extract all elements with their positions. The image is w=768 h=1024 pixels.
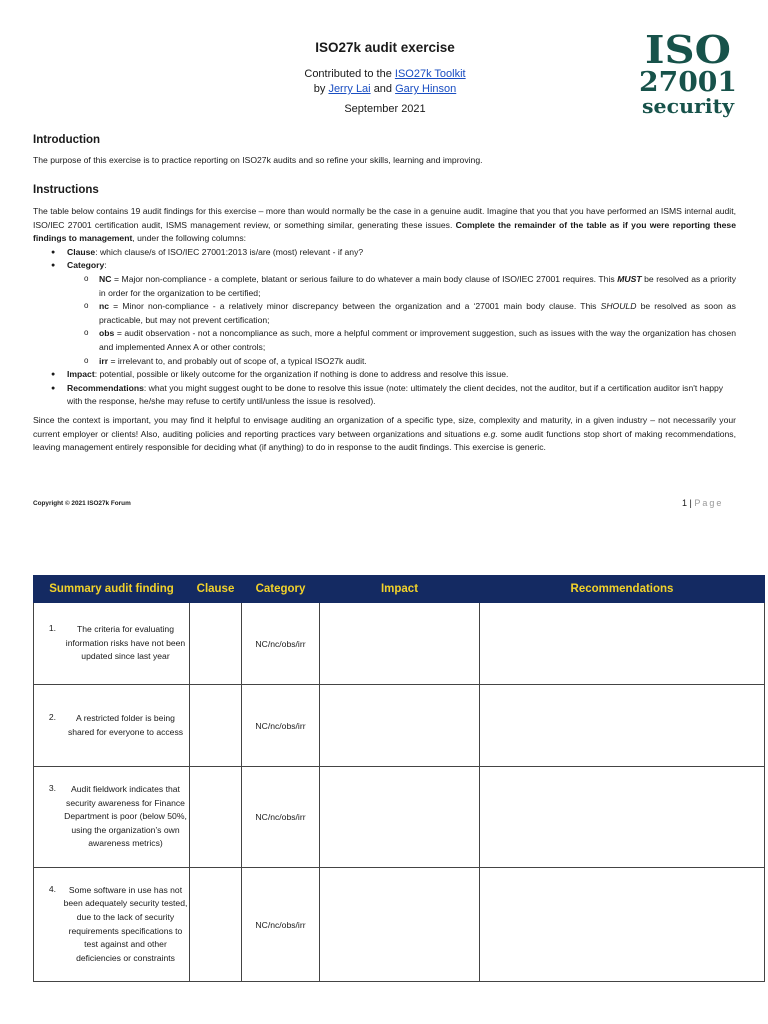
- category-cell[interactable]: NC/nc/obs/irr: [242, 868, 320, 982]
- context-paragraph: [33, 414, 736, 455]
- nc-must-word: MUST: [617, 273, 642, 284]
- audit-findings-table: [33, 575, 765, 982]
- context-eg: e.g.: [483, 428, 498, 439]
- page-2: [0, 574, 768, 1024]
- toolkit-link[interactable]: ISO27k Toolkit: [394, 68, 466, 80]
- finding-text: A restricted folder is being shared for everyone to access: [67, 712, 184, 737]
- authors-line: [200, 82, 570, 97]
- by-prefix: by: [313, 83, 326, 95]
- page-separator: |: [687, 498, 695, 508]
- instructions-body: [33, 205, 736, 455]
- page-gap: [0, 520, 768, 574]
- impact-label: Impact: [67, 369, 95, 380]
- nc-should-word: SHOULD: [600, 301, 637, 312]
- page-number: 1: [682, 498, 688, 508]
- context-text-a: Since the context is important, you may find it helpful to envisage auditing an organization of a specific type, size, complexity and maturity, in a given industry – not necessarily your current employer or clients! Also, auditing policies and reporting practices vary between organizations and situations: [33, 414, 736, 439]
- clause-label: Clause: [67, 246, 96, 257]
- finding-number: 3.: [48, 783, 56, 794]
- category-item-minor-nc: [99, 300, 736, 327]
- header-summary-audit-finding: Summary audit finding: [34, 576, 190, 603]
- nc-minor-label: nc: [99, 301, 110, 312]
- recommendations-cell[interactable]: [480, 767, 765, 868]
- logo-text-security: security: [642, 94, 736, 118]
- obs-text: = audit observation - not a noncompliance as such, more a helpful comment or improvement suggestion, such as issues with the way the organization has chosen and implemented Annex A or other controls;: [99, 328, 736, 352]
- irr-text: = irrelevant to, and probably out of scope of, a typical ISO27k audit.: [108, 355, 367, 366]
- category-label: Category: [67, 260, 105, 271]
- introduction-text: The purpose of this exercise is to practice reporting on ISO27k audits and so refine your skills, learning and improving.: [33, 155, 483, 165]
- context-text-b: some audit functions stop short of making recommendations, leaving management entirely responsible for deciding what (if anything) to do in response to the audit findings. This exercise is generic.: [33, 428, 736, 453]
- category-cell[interactable]: NC/nc/obs/irr: [242, 767, 320, 868]
- category-cell[interactable]: NC/nc/obs/irr: [242, 603, 320, 685]
- category-item-obs: [99, 327, 736, 354]
- document-date: September 2021: [344, 103, 426, 115]
- impact-cell[interactable]: [320, 767, 480, 868]
- finding-text: Audit fieldwork indicates that security awareness for Finance Department is poor (below 50%, using the organization’s own awareness metrics): [64, 784, 187, 849]
- finding-cell: [34, 868, 190, 982]
- table-row: [34, 868, 765, 982]
- irr-label: irr: [99, 355, 109, 366]
- finding-cell: [34, 603, 190, 685]
- recommendations-cell[interactable]: [480, 685, 765, 767]
- category-sublist: [67, 273, 736, 368]
- instructions-heading: Instructions: [33, 184, 99, 196]
- copyright-notice: Copyright © 2021 ISO27k Forum: [33, 500, 131, 507]
- instructions-paragraph: [33, 205, 736, 246]
- list-item-impact: [67, 368, 736, 382]
- logo-text-27001: 27001: [639, 67, 737, 98]
- finding-cell: [34, 767, 190, 868]
- author-link-gary-hinson[interactable]: Gary Hinson: [395, 83, 457, 95]
- category-cell[interactable]: NC/nc/obs/irr: [242, 685, 320, 767]
- list-item-clause: [67, 246, 736, 260]
- obs-label: obs: [99, 328, 115, 339]
- clause-cell[interactable]: [190, 767, 242, 868]
- recommendations-cell[interactable]: [480, 868, 765, 982]
- and-word: and: [373, 83, 393, 95]
- instructions-para1-bold: Complete the remainder of the table as if you were reporting these findings to management: [33, 219, 736, 244]
- finding-text: Some software in use has not been adequately security tested, due to the lack of security requirements specifications to test against and other deficiencies or constraints: [63, 884, 188, 963]
- category-item-irr: [99, 355, 736, 369]
- logo-text-iso: ISO: [645, 30, 731, 72]
- nc-major-label: NC: [99, 273, 112, 284]
- iso27001-security-logo: [636, 30, 740, 120]
- clause-cell[interactable]: [190, 603, 242, 685]
- title-block: [200, 40, 570, 115]
- author-link-jerry-lai[interactable]: Jerry Lai: [328, 83, 371, 95]
- contributed-line: [200, 67, 570, 82]
- finding-number: 2.: [48, 711, 56, 722]
- recommendations-text: : what you might suggest ought to be done to resolve this issue (note: ultimately the client decides, not the auditor, but if a certification auditor isn't happy with the response, he/she may refuse to certify until/unless the issue is resolved).: [67, 382, 724, 407]
- finding-number: 1.: [48, 623, 56, 634]
- header-recommendations: Recommendations: [480, 576, 765, 603]
- page-word: Page: [694, 498, 724, 508]
- list-item-category: [67, 259, 736, 368]
- nc-minor-text-b: be resolved as soon as practicable, but may not prevent certification;: [99, 301, 736, 325]
- category-item-major-nc: [99, 273, 736, 300]
- document-title: ISO27k audit exercise: [315, 40, 455, 55]
- recommendations-cell[interactable]: [480, 603, 765, 685]
- header-clause: Clause: [190, 576, 242, 603]
- finding-cell: [34, 685, 190, 767]
- introduction-heading: Introduction: [33, 134, 101, 146]
- impact-cell[interactable]: [320, 868, 480, 982]
- clause-cell[interactable]: [190, 685, 242, 767]
- page-number-footer: [682, 498, 723, 508]
- instructions-para1: The table below contains 19 audit findings for this exercise – more than would normally be the case in a genuine audit. Imagine that you that you have performed an ISMS internal audit, ISO/IEC 27001 certification audit, ISMS management review, or something similar, generating these issues.: [33, 206, 736, 230]
- category-colon: :: [104, 260, 107, 271]
- table-header-row: [34, 576, 765, 603]
- header-impact: Impact: [320, 576, 480, 603]
- impact-text: : potential, possible or likely outcome for the organization if nothing is done to address and resolve this issue.: [94, 369, 509, 380]
- recommendations-label: Recommendations: [67, 382, 144, 393]
- clause-cell[interactable]: [190, 868, 242, 982]
- nc-minor-text-a: = Minor non-compliance - a relatively minor discrepancy between the organization and a ‘27001 main body clause. This: [109, 301, 601, 312]
- table-row: [34, 685, 765, 767]
- instructions-para1-end: , under the following columns:: [132, 233, 247, 244]
- list-item-recommendations: [67, 382, 736, 409]
- column-list: [33, 246, 736, 409]
- clause-text: : which clause/s of ISO/IEC 27001:2013 is/are (most) relevant - if any?: [95, 246, 364, 257]
- nc-major-text-b: be resolved as a priority in order for the organization to be certified;: [99, 273, 736, 298]
- header-category: Category: [242, 576, 320, 603]
- finding-number: 4.: [48, 883, 56, 894]
- finding-text: The criteria for evaluating information risks have not been updated since last year: [65, 624, 186, 662]
- table-row: [34, 603, 765, 685]
- contributed-prefix: Contributed to the: [304, 68, 392, 80]
- table-row: [34, 767, 765, 868]
- impact-cell[interactable]: [320, 603, 480, 685]
- nc-major-text-a: = Major non-compliance - a complete, blatant or serious failure to do whatever a main body clause of ISO/IEC 27001 requires. This: [111, 273, 618, 284]
- impact-cell[interactable]: [320, 685, 480, 767]
